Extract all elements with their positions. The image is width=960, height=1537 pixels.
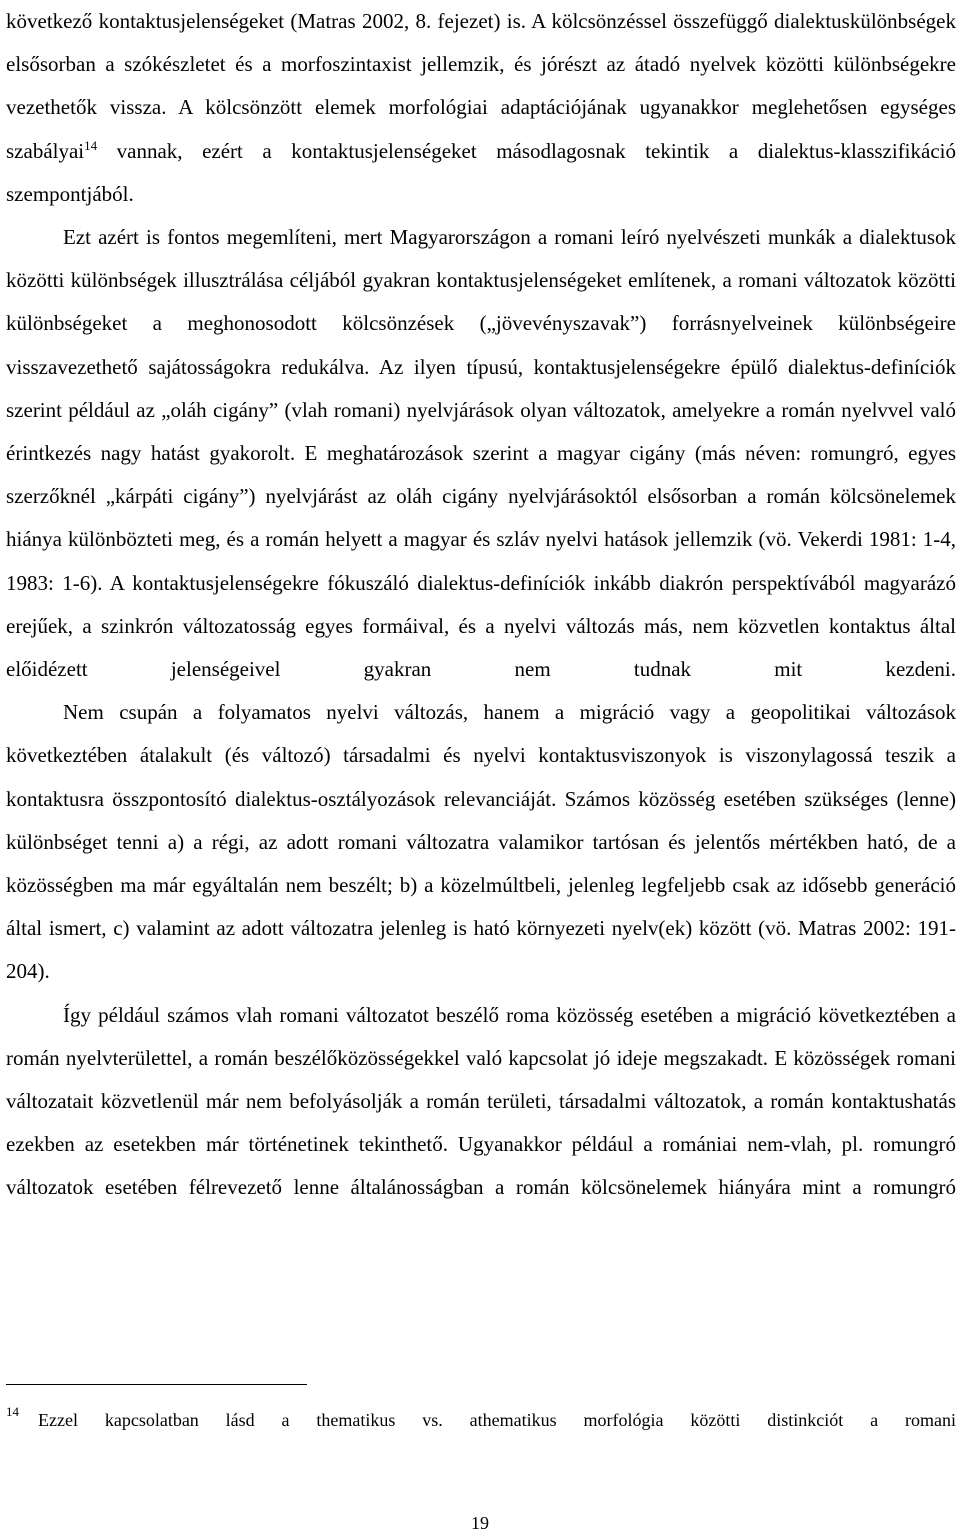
page-number: 19 [471,1513,489,1533]
paragraph-1-text-continued: vannak, ezért a kontaktusjelenségeket másodlagosnak tekintik a dialektus-klasszifikáció szempontjából. [6,138,956,206]
footnote-text: Ezzel kapcsolatban lásd a thematikus vs. athematikus morfológia közötti distinkciót a romani [38,1410,956,1430]
body-text [6,0,956,1210]
footnote-number: 14 [6,1404,19,1419]
paragraph-2: Ezt azért is fontos megemlíteni, mert Magyarországon a romani leíró nyelvészeti munkák a dialektusok közötti különbségek illusztrálása céljából gyakran kontaktusjelenségeket említenek, a romani változatok közötti különbségeket a meghonosodott kölcsönzések („jövevényszavak”) forrásnyelveinek különbségeire visszavezethető sajátosságokra redukálva. Az ilyen típusú, kontaktusjelenségekre épülő dialektus-definíciók szerint például az „oláh cigány” (vlah romani) nyelvjárások olyan változatok, amelyekre a román nyelvvel való érintkezés nagy hatást gyakorolt. E meghatározások szerint a magyar cigány (más néven: romungró, egyes szerzőknél „kárpáti cigány”) nyelvjárást az oláh cigány nyelvjárásoktól elsősorban a román kölcsönelemek hiánya különbözteti meg, és a román helyett a magyar és szláv nyelvi hatások jellemzik (vö. Vekerdi 1981: 1-4, 1983: 1-6). A kontaktusjelenségekre fókuszáló dialektus-definíciók inkább diakrón perspektívából magyarázó erejűek, a szinkrón változatosság egyes formáival, és a nyelvi változás más, nem közvetlen kontaktus által előidézett jelenségeivel gyakran nem tudnak mit kezdeni. [6,225,956,682]
footnote [6,1404,956,1432]
footnote-separator [6,1384,307,1385]
paragraph-1-text: következő kontaktusjelenségeket (Matras 2002, 8. fejezet) is. A kölcsönzéssel összefüggő dialektuskülönbségek elsősorban a szókészletet és a morfoszintaxist jellemzik, és jórészt az átadó nyelvek közötti különbségekre vezethetők vissza. A kölcsönzött elemek morfológiai adaptációjának ugyanakkor meglehetősen egységes szabályai [6,9,956,163]
footnote-reference[interactable]: 14 [84,137,98,153]
paragraph-1 [6,0,956,216]
paragraph-3: Nem csupán a folyamatos nyelvi változás, hanem a migráció vagy a geopolitikai változások következtében átalakult (és változó) társadalmi és nyelvi kontaktusviszonyok is viszonylagossá teszik a kontaktusra összpontosító dialektus-osztályozások relevanciáját. Számos közösség esetében szükséges (lenne) különbséget tenni a) a régi, az adott romani változatra valamikor tartósan és jelentős mértékben ható, de a közösségben ma már egyáltalán nem beszélt; b) a közelmúltbeli, jelenleg legfeljebb csak az idősebb generáció által ismert, c) valamint az adott változatra jelenleg is ható környezeti nyelv(ek) között (vö. Matras 2002: 191-204). [6,700,956,984]
paragraph-4: Így például számos vlah romani változatot beszélő roma közösség esetében a migráció következtében a román nyelvterülettel, a román beszélőközösségekkel való kapcsolat jó ideje megszakadt. E közösségek romani változatait közvetlenül már nem befolyásolják a román területi, társadalmi változatok, a román kontaktushatás ezekben az esetekben már történetinek tekinthető. Ugyanakkor például a romániai nem-vlah, pl. romungró változatok esetében félrevezető lenne általánosságban a román kölcsönelemek hiányára mint a romungró [6,1002,956,1200]
